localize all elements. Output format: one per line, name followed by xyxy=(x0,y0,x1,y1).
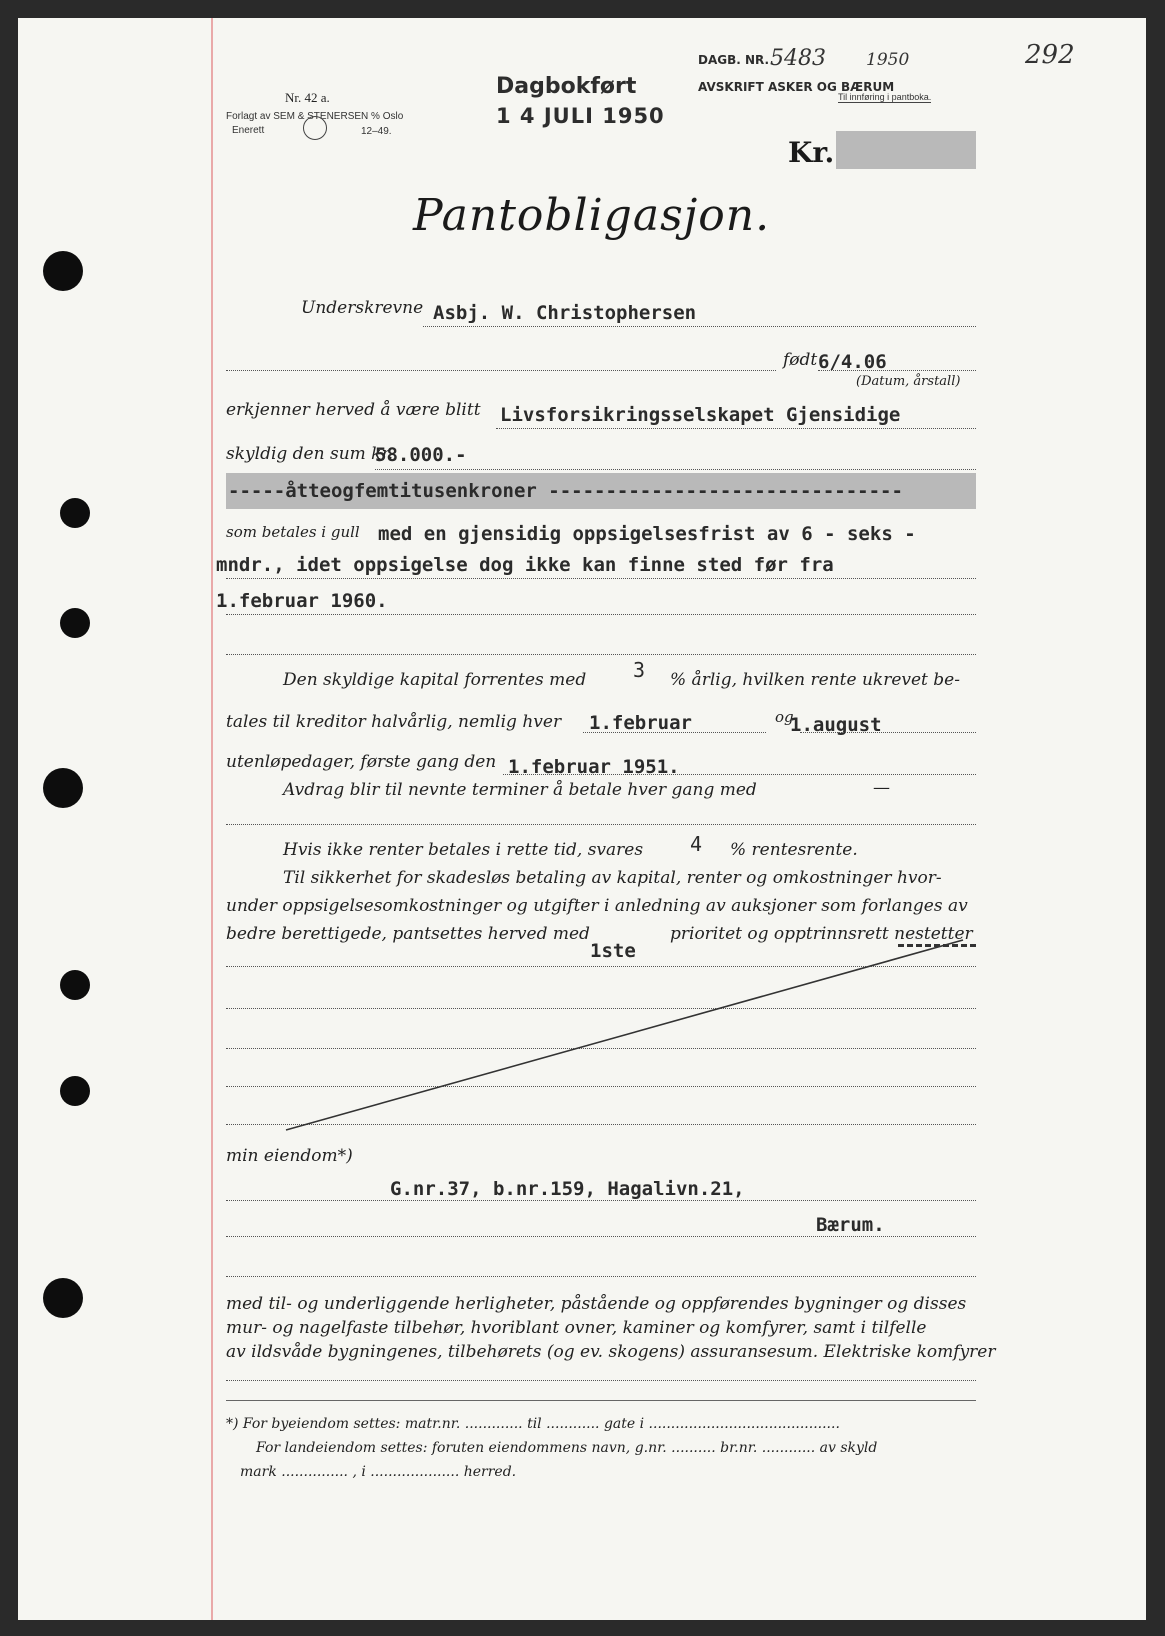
debtor-name: Asbj. W. Christophersen xyxy=(433,302,697,324)
terms-line: mndr., idet oppsigelse dog ikke kan finne sted før fra xyxy=(216,554,834,576)
dotted-line xyxy=(226,1380,976,1381)
form-number: Nr. 42 a. xyxy=(285,90,330,105)
dotted-line xyxy=(226,1200,976,1201)
footnote-line: mark ............... , i .................... herred. xyxy=(240,1464,517,1480)
interest-text: Den skyldige kapital forrentes med xyxy=(283,670,587,690)
footnote-line: *) For byeiendom settes: matr.nr. ............. til ............ gate i ........................................... xyxy=(226,1416,840,1432)
first-payment-date: 1.februar 1951. xyxy=(508,756,680,778)
payment-date-2: 1.august xyxy=(790,714,882,736)
penalty-text: Hvis ikke renter betales i rette tid, svares xyxy=(283,840,644,860)
footnote-line: For landeiendom settes: foruten eiendommens navn, g.nr. .......... br.nr. ............ av skyld xyxy=(256,1440,878,1456)
appurtenances-text: mur- og nagelfaste tilbehør, hvoriblant ovner, kaminer og komfyrer, samt i tilfelle xyxy=(226,1318,927,1338)
footnote-rule xyxy=(226,1400,976,1401)
creditor-name: Livsforsikringsselskapet Gjensidige xyxy=(500,404,901,426)
payable-label: som betales i gull xyxy=(226,523,360,541)
security-text: bedre berettigede, pantsettes herved med xyxy=(226,924,590,944)
kr-label: Kr. xyxy=(788,136,835,169)
appurtenances-text: av ildsvåde bygningenes, tilbehørets (og ev. skogens) assuransesum. Elektriske komfyrer xyxy=(226,1342,996,1362)
stamp-date: 1 4 JULI 1950 xyxy=(496,104,665,128)
dotted-line xyxy=(226,1236,976,1237)
owing-label: skyldig den sum kr. xyxy=(226,444,394,464)
og-label: og xyxy=(775,708,794,726)
priority-value: 1ste xyxy=(590,940,636,962)
registered-stamp: Dagbokført xyxy=(496,74,637,99)
born-label: født xyxy=(783,350,818,370)
payment-date-1: 1.februar xyxy=(589,712,692,734)
terms-line: 1.februar 1960. xyxy=(216,590,388,612)
security-text: under oppsigelsesomkostninger og utgifter i anledning av auksjoner som forlanges av xyxy=(226,896,968,916)
appurtenances-text: med til- og underliggende herligheter, påstående og oppførendes bygninger og disses xyxy=(226,1294,967,1314)
amount-figure: 58.000.- xyxy=(375,444,467,466)
dagb-label: DAGB. NR. xyxy=(698,53,770,67)
publisher-date: 12–49. xyxy=(361,126,392,137)
installment-text: Avdrag blir til nevnte terminer å betale hver gang med xyxy=(283,780,757,800)
acknowledge-label: erkjenner herved å være blitt xyxy=(226,400,481,420)
document-page xyxy=(18,18,1146,1620)
first-payment-text: utenløpedager, første gang den xyxy=(226,752,497,772)
publisher-rights: Enerett xyxy=(232,125,265,136)
installment-value: — xyxy=(873,778,890,798)
page-number: 292 xyxy=(1025,40,1075,70)
interest-text: % årlig, hvilken rente ukrevet be- xyxy=(670,670,960,690)
penalty-rate: 4 xyxy=(690,832,703,856)
undersigned-label: Underskrevne xyxy=(301,298,424,318)
interest-rate: 3 xyxy=(633,658,646,682)
security-text: prioritet og opptrinnsrett nestetter xyxy=(670,924,973,944)
document-title: Pantobligasjon. xyxy=(413,190,771,241)
dotted-line xyxy=(226,1276,976,1277)
property-label: min eiendom*) xyxy=(226,1146,353,1166)
amount-words: -----åtteogfemtitusenkroner ------------------------------- xyxy=(228,480,903,502)
penalty-text: % rentesrente. xyxy=(730,840,858,860)
birth-date: 6/4.06 xyxy=(818,351,887,373)
dagb-year: 1950 xyxy=(866,50,910,70)
property-address: G.nr.37, b.nr.159, Hagalivn.21, xyxy=(390,1178,745,1200)
publisher-line: Forlagt av SEM & STENERSEN % Oslo xyxy=(226,111,404,122)
dagb-number: 5483 xyxy=(770,46,826,71)
payment-text: tales til kreditor halvårlig, nemlig hver xyxy=(226,712,562,732)
terms-line: med en gjensidig oppsigelsesfrist av 6 - seks - xyxy=(378,523,916,545)
avskrift-stamp: AVSKRIFT ASKER OG BÆRUM xyxy=(698,80,895,94)
security-text: Til sikkerhet for skadesløs betaling av kapital, renter og omkostninger hvor- xyxy=(283,868,942,888)
avskrift-note: Til innføring i pantboka. xyxy=(838,92,932,102)
property-municipality: Bærum. xyxy=(816,1214,885,1236)
date-hint: (Datum, årstall) xyxy=(856,374,961,389)
